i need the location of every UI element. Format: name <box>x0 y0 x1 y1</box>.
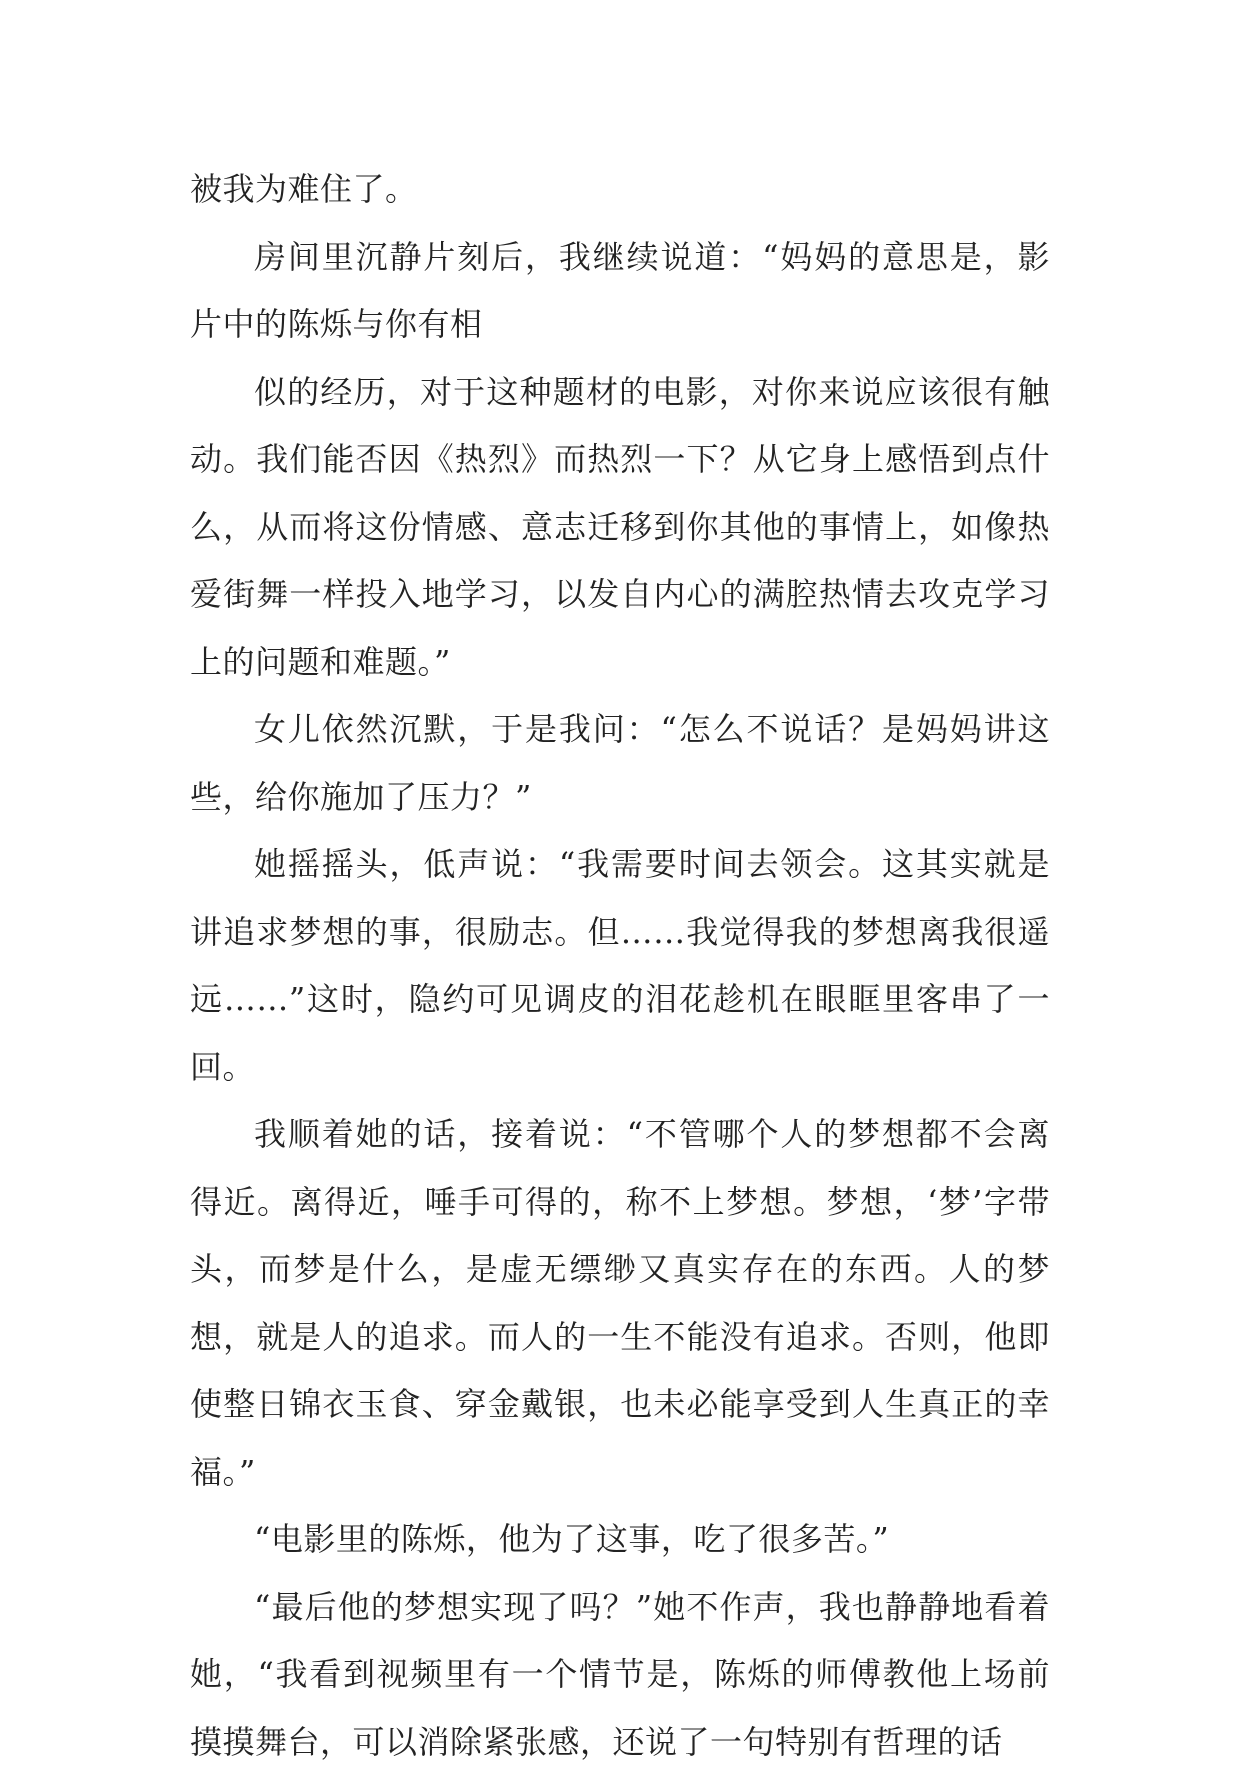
paragraph-6: 我顺着她的话，接着说：“不管哪个人的梦想都不会离得近。离得近，唾手可得的，称不上梦想。梦想，‘梦’字带头，而梦是什么，是虚无缥缈又真实存在的东西。人的梦想，就是人的追求。而人的一生不能没有追求。否则，他即使整日锦衣玉食、穿金戴银，也未必能享受到人生真正的幸福。” <box>190 1101 1050 1506</box>
paragraph-3: 似的经历，对于这种题材的电影，对你来说应该很有触动。我们能否因《热烈》而热烈一下？从它身上感悟到点什么，从而将这份情感、意志迁移到你其他的事情上，如像热爱街舞一样投入地学习，以发自内心的满腔热情去攻克学习上的问题和难题。” <box>190 359 1050 697</box>
paragraph-8: “最后他的梦想实现了吗？”她不作声，我也静静地看着她，“我看到视频里有一个情节是，陈烁的师傅教他上场前摸摸舞台，可以消除紧张感，还说了一句特别有哲理的话 <box>190 1574 1050 1776</box>
paragraph-1: 被我为难住了。 <box>190 156 1050 224</box>
paragraph-4: 女儿依然沉默，于是我问：“怎么不说话？是妈妈讲这些，给你施加了压力？” <box>190 696 1050 831</box>
paragraph-2: 房间里沉静片刻后，我继续说道：“妈妈的意思是，影片中的陈烁与你有相 <box>190 224 1050 359</box>
document-body <box>190 156 1050 1776</box>
paragraph-5: 她摇摇头，低声说：“我需要时间去领会。这其实就是讲追求梦想的事，很励志。但……我觉得我的梦想离我很遥远……”这时，隐约可见调皮的泪花趁机在眼眶里客串了一回。 <box>190 831 1050 1101</box>
paragraph-7: “电影里的陈烁，他为了这事，吃了很多苦。” <box>190 1506 1050 1574</box>
